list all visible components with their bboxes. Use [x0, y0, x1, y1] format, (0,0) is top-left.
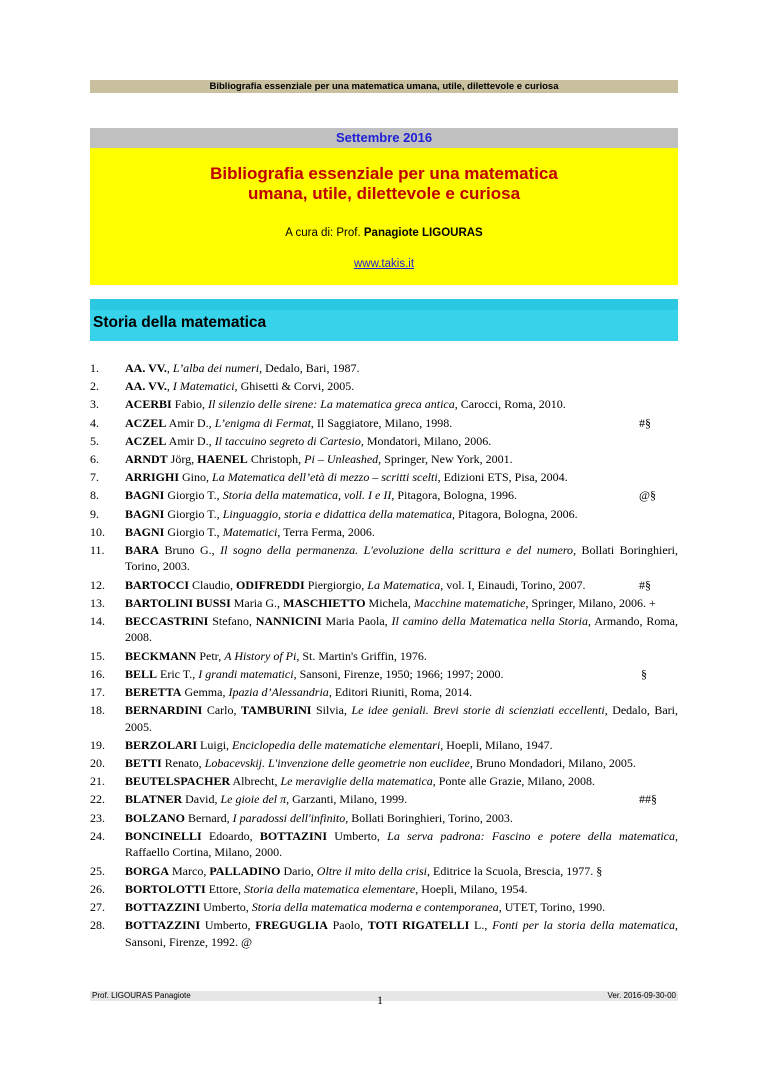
entry-details: Michela,	[365, 595, 414, 610]
entry-title: La Matematica dell’età di mezzo – scritti scelti	[212, 470, 438, 485]
title-block	[90, 148, 678, 285]
entry-author: BARA	[125, 542, 160, 557]
entry-details: Petr,	[196, 648, 225, 663]
entry-title: Storia della matematica moderna e contemporanea	[251, 899, 499, 914]
document-title-line-2: umana, utile, dilettevole e curiosa	[247, 184, 521, 203]
website-link[interactable]: www.takis.it	[353, 258, 415, 270]
entry-details: Amir D.,	[166, 433, 215, 448]
entry-number: 15.	[90, 648, 105, 663]
entry-details: Fabio,	[171, 397, 209, 412]
entry-details: Ghisetti & Corvi, 2005.	[237, 379, 355, 394]
entry-text	[125, 488, 517, 502]
entry-author: BAGNI	[125, 488, 165, 503]
entry-title: Pi – Unleashed	[304, 451, 379, 466]
entry-details: Maria Paola,	[321, 613, 392, 628]
entry-title: Le idee geniali. Brevi storie di scienziati eccellenti	[351, 703, 605, 718]
bibliography-entry	[90, 881, 678, 898]
entry-details: , Hoepli, Milano, 1954.	[415, 881, 528, 896]
entry-details: , Terra Ferma, 2006.	[277, 524, 375, 539]
entry-title: Oltre il mito della crisi	[316, 863, 428, 878]
bibliography-entry	[90, 648, 678, 665]
entry-number: 13.	[90, 595, 105, 610]
entry-details: , Bollati Boringhieri, Torino, 2003.	[345, 810, 513, 825]
bibliography-entry	[90, 863, 678, 880]
entry-number: 1.	[90, 361, 99, 375]
entry-number: 5.	[90, 433, 99, 448]
entry-author: BAGNI	[125, 506, 165, 521]
entry-author: TOTI RIGATELLI	[367, 918, 470, 933]
entry-number: 14.	[90, 613, 105, 628]
entry-details: Renato,	[161, 756, 205, 771]
entry-text	[125, 452, 513, 466]
entry-author: FREGUGLIA	[255, 918, 328, 933]
entry-title: Matematici	[222, 524, 278, 539]
bibliography-entry	[90, 684, 678, 701]
entry-details: , Pitagora, Bologna, 1996.	[391, 488, 517, 503]
entry-mark: #§	[639, 577, 651, 592]
entry-author: TAMBURINI	[241, 703, 312, 718]
entry-title: Enciclopedia delle matematiche elementari	[232, 737, 441, 752]
bibliography-entry	[90, 613, 678, 646]
entry-author: BLATNER	[125, 792, 183, 807]
entry-details: David,	[182, 792, 221, 807]
entry-mark: @§	[639, 488, 657, 503]
entry-author: ARRIGHI	[125, 470, 180, 485]
entry-author: BOTTAZINI	[259, 828, 327, 843]
entry-details: , St. Martin's Griffin, 1976.	[296, 648, 427, 663]
bibliography-entry	[90, 737, 678, 754]
entry-details: Gemma,	[181, 685, 229, 699]
entry-details: Amir D.,	[166, 415, 215, 430]
entry-text	[125, 685, 472, 699]
entry-number: 9.	[90, 506, 99, 521]
bibliography-entry	[90, 469, 678, 486]
entry-author: MASCHIETTO	[283, 595, 366, 610]
entry-details: , UTET, Torino, 1990.	[498, 899, 606, 914]
entry-details: , Sansoni, Firenze, 1950; 1966; 1997; 2000.	[293, 666, 504, 681]
document-title-line-1: Bibliografia essenziale per una matematica	[210, 164, 558, 183]
entry-title: L’enigma di Fermat	[214, 415, 311, 430]
entry-text	[125, 667, 504, 681]
entry-author: ACZEL	[125, 415, 167, 430]
entry-number: 4.	[90, 415, 99, 430]
bibliography-entry	[90, 577, 678, 594]
entry-author: BORGA	[125, 863, 170, 878]
bibliography-entry	[90, 378, 678, 395]
entry-title: Il sogno della permanenza. L'evoluzione della scrittura e del numero	[220, 542, 574, 557]
entry-number: 23.	[90, 810, 105, 825]
entry-author: BORTOLOTTI	[125, 881, 206, 896]
entry-details: Giorgio T.,	[164, 524, 223, 539]
entry-text	[125, 416, 452, 430]
entry-details: , Bruno Mondadori, Milano, 2005.	[469, 756, 636, 771]
entry-number: 7.	[90, 470, 99, 485]
entry-number: 19.	[90, 737, 105, 752]
bibliography-entry	[90, 810, 678, 827]
entry-author: ARNDT	[125, 451, 168, 466]
entry-author: ACERBI	[125, 397, 172, 412]
entry-details: Edoardo,	[201, 828, 260, 843]
entry-number: 21.	[90, 774, 105, 789]
entry-text	[125, 738, 553, 752]
entry-text	[125, 507, 578, 521]
entry-title: Le meraviglie della matematica	[280, 774, 433, 789]
entry-mark: §	[641, 666, 647, 681]
entry-author: BECCASTRINI	[125, 613, 209, 628]
section-header	[90, 299, 678, 341]
section-header-stripe	[90, 299, 678, 310]
entry-author: BECKMANN	[125, 648, 197, 663]
entry-title: Ipazia d’Alessandria	[228, 685, 329, 699]
entry-details: Albrecht,	[230, 774, 281, 789]
entry-details: ,	[166, 361, 173, 375]
entry-title: Lobacevskij. L'invenzione delle geometrie non euclidee	[204, 756, 470, 771]
entry-text	[125, 829, 678, 860]
entry-title: I Matematici,	[172, 379, 238, 394]
entry-text	[125, 614, 678, 645]
entry-details: Umberto,	[200, 918, 256, 933]
entry-text	[125, 578, 586, 592]
entry-number: 16.	[90, 666, 105, 681]
running-header: Bibliografia essenziale per una matematica umana, utile, dilettevole e curiosa	[90, 80, 678, 93]
entry-text	[125, 379, 354, 393]
entry-details: , Carocci, Roma, 2010.	[454, 397, 566, 412]
entry-author: AA. VV.	[125, 361, 167, 375]
entry-title: Storia della matematica, voll. I e II	[222, 488, 392, 503]
entry-details: , Il Saggiatore, Milano, 1998.	[310, 415, 453, 430]
bibliography-entry	[90, 506, 678, 523]
entry-title: Il taccuino segreto di Cartesio	[214, 433, 361, 448]
entry-details: Claudio,	[189, 577, 237, 592]
entry-title: Le gioie del π	[220, 792, 287, 807]
curator-name: Panagiote LIGOURAS	[363, 227, 483, 239]
entry-author: AA. VV.	[125, 379, 167, 394]
bibliography-entry	[90, 415, 678, 432]
entry-text	[125, 434, 491, 448]
entry-details: Christoph,	[247, 451, 305, 466]
entry-title: I grandi matematici	[198, 666, 294, 681]
entry-details: , Bollati Boringhieri, Torino, 2003.	[125, 542, 678, 574]
entry-author: BARTOLINI BUSSI	[125, 595, 231, 610]
entry-text	[125, 361, 359, 375]
footer-author: Prof. LIGOURAS Panagiote	[92, 991, 191, 1000]
entry-title: Linguaggio, storia e didattica della matematica	[222, 506, 453, 521]
entry-author: BAGNI	[125, 524, 165, 539]
entry-details: , Pitagora, Bologna, 2006.	[452, 506, 578, 521]
entry-author: ODIFREDDI	[236, 577, 305, 592]
entry-title: La Matematica	[367, 577, 441, 592]
bibliography-entry	[90, 755, 678, 772]
bibliography-entry	[90, 542, 678, 575]
entry-details: Ettore,	[205, 881, 245, 896]
entry-number: 3.	[90, 397, 99, 412]
entry-text	[125, 792, 407, 806]
entry-author: NANNICINI	[255, 613, 322, 628]
entry-author: BOLZANO	[125, 810, 186, 825]
entry-details: Dario,	[280, 863, 317, 878]
entry-number: 28.	[90, 918, 105, 933]
footer-version: Ver. 2016-09-30-00	[607, 991, 676, 1000]
entry-text	[125, 397, 566, 411]
entry-details: Marco,	[169, 863, 210, 878]
entry-author: BOTTAZZINI	[125, 899, 201, 914]
entry-text	[125, 703, 678, 734]
entry-details: , Ponte alle Grazie, Milano, 2008.	[432, 774, 596, 789]
entry-details: Piergiorgio,	[304, 577, 368, 592]
entry-number: 8.	[90, 488, 99, 503]
entry-details: Umberto,	[200, 899, 252, 914]
entry-title: Fonti per la storia della matematica	[492, 918, 675, 933]
entry-author: BETTI	[125, 756, 162, 771]
entry-title: A History of Pi	[224, 648, 297, 663]
entry-author: PALLADINO	[209, 863, 281, 878]
entry-details: Paolo,	[327, 918, 368, 933]
entry-text	[125, 864, 602, 878]
entry-text	[125, 470, 568, 484]
entry-text	[125, 525, 375, 539]
entry-number: 17.	[90, 685, 105, 699]
bibliography-entry	[90, 666, 678, 683]
bibliography-entry	[90, 791, 678, 808]
entry-author: BARTOCCI	[125, 577, 190, 592]
entry-text	[125, 900, 605, 914]
entry-author: ACZEL	[125, 433, 167, 448]
entry-number: 10.	[90, 524, 105, 539]
curator-line	[90, 227, 678, 239]
entry-number: 2.	[90, 379, 99, 394]
entry-details: , Garzanti, Milano, 1999.	[286, 792, 408, 807]
section-title: Storia della matematica	[93, 314, 267, 331]
entry-details: Maria G.,	[230, 595, 284, 610]
entry-author: BEUTELSPACHER	[125, 774, 231, 789]
entry-title: La serva padrona: Fascino e potere della matematica	[387, 828, 676, 843]
bibliography-entry	[90, 702, 678, 735]
entry-details: Bernard,	[185, 810, 233, 825]
entry-title: L’alba dei numeri	[172, 361, 260, 375]
entry-details: Gino,	[179, 470, 213, 485]
entry-number: 12.	[90, 577, 105, 592]
page-footer	[90, 991, 678, 1001]
bibliography-entry	[90, 595, 678, 612]
entry-details: , vol. I, Einaudi, Torino, 2007.	[440, 577, 586, 592]
entry-number: 20.	[90, 756, 105, 771]
bibliography-entry	[90, 917, 678, 950]
entry-details: Umberto,	[327, 828, 388, 843]
bibliography-entry	[90, 899, 678, 916]
entry-author: BERNARDINI	[125, 703, 203, 718]
entry-text	[125, 596, 656, 610]
entry-text	[125, 649, 427, 663]
entry-text	[125, 756, 636, 770]
entry-details: , Sansoni, Firenze, 1992. @	[125, 918, 678, 949]
entry-details: , Raffaello Cortina, Milano, 2000.	[125, 828, 679, 860]
entry-details: Stefano,	[208, 613, 256, 628]
entry-text	[125, 543, 678, 574]
entry-author: BOTTAZZINI	[125, 918, 201, 933]
date-banner: Settembre 2016	[90, 128, 678, 148]
bibliography-entry	[90, 396, 678, 413]
entry-details: ,	[166, 379, 173, 394]
entry-title: Il silenzio delle sirene: La matematica greca antica	[208, 397, 455, 412]
entry-details: Bruno G.,	[159, 542, 221, 557]
entry-text	[125, 882, 528, 896]
entry-details: , Springer, New York, 2001.	[378, 451, 513, 466]
entry-title: I paradossi dell'infinito	[232, 810, 346, 825]
entry-details: , Hoepli, Milano, 1947.	[440, 737, 553, 752]
entry-number: 26.	[90, 881, 105, 896]
entry-number: 18.	[90, 703, 105, 718]
entry-details: , Mondatori, Milano, 2006.	[360, 433, 492, 448]
entry-number: 6.	[90, 451, 99, 466]
bibliography-entry	[90, 451, 678, 468]
entry-text	[125, 774, 595, 788]
bibliography-list	[90, 360, 678, 952]
entry-text	[125, 811, 513, 825]
bibliography-entry	[90, 433, 678, 450]
entry-details: , Springer, Milano, 2006. +	[525, 595, 656, 610]
entry-details: , Armando, Roma, 2008.	[125, 613, 679, 645]
entry-details: Luigi,	[197, 737, 233, 752]
entry-author: BERZOLARI	[125, 737, 198, 752]
entry-number: 11.	[90, 542, 105, 557]
entry-mark: #§	[639, 415, 651, 430]
entry-author: BELL	[125, 666, 158, 681]
entry-details: , Editrice la Scuola, Brescia, 1977. §	[427, 863, 603, 878]
bibliography-entry	[90, 360, 678, 377]
entry-number: 22.	[90, 792, 105, 807]
entry-author: HAENEL	[197, 451, 248, 466]
entry-author: BONCINELLI	[125, 828, 202, 843]
entry-title: Il camino della Matematica nella Storia	[391, 613, 589, 628]
entry-details: , Editori Riuniti, Roma, 2014.	[328, 685, 473, 699]
bibliography-entry	[90, 828, 678, 861]
entry-details: , Dedalo, Bari, 2005.	[125, 703, 678, 734]
bibliography-entry	[90, 487, 678, 504]
entry-details: Giorgio T.,	[164, 488, 223, 503]
bibliography-entry	[90, 524, 678, 541]
entry-number: 25.	[90, 863, 105, 878]
entry-title: Macchine matematiche	[413, 595, 526, 610]
entry-details: Eric T.,	[157, 666, 199, 681]
bibliography-entry	[90, 773, 678, 790]
entry-details: , Dedalo, Bari, 1987.	[259, 361, 360, 375]
page-number: 1	[377, 993, 383, 1007]
entry-number: 24.	[90, 828, 105, 843]
entry-mark: ##§	[639, 792, 657, 807]
entry-title: Storia della matematica elementare	[244, 881, 416, 896]
entry-number: 27.	[90, 899, 105, 914]
entry-author: BERETTA	[125, 685, 182, 699]
entry-details: Giorgio T.,	[164, 506, 223, 521]
entry-details: , Edizioni ETS, Pisa, 2004.	[437, 470, 568, 485]
entry-details: L.,	[469, 918, 493, 933]
entry-text	[125, 918, 678, 949]
entry-details: Carlo,	[202, 703, 241, 718]
curator-prefix: A cura di: Prof.	[285, 227, 364, 239]
entry-details: Jörg,	[167, 451, 198, 466]
entry-details: Silvia,	[311, 703, 352, 718]
